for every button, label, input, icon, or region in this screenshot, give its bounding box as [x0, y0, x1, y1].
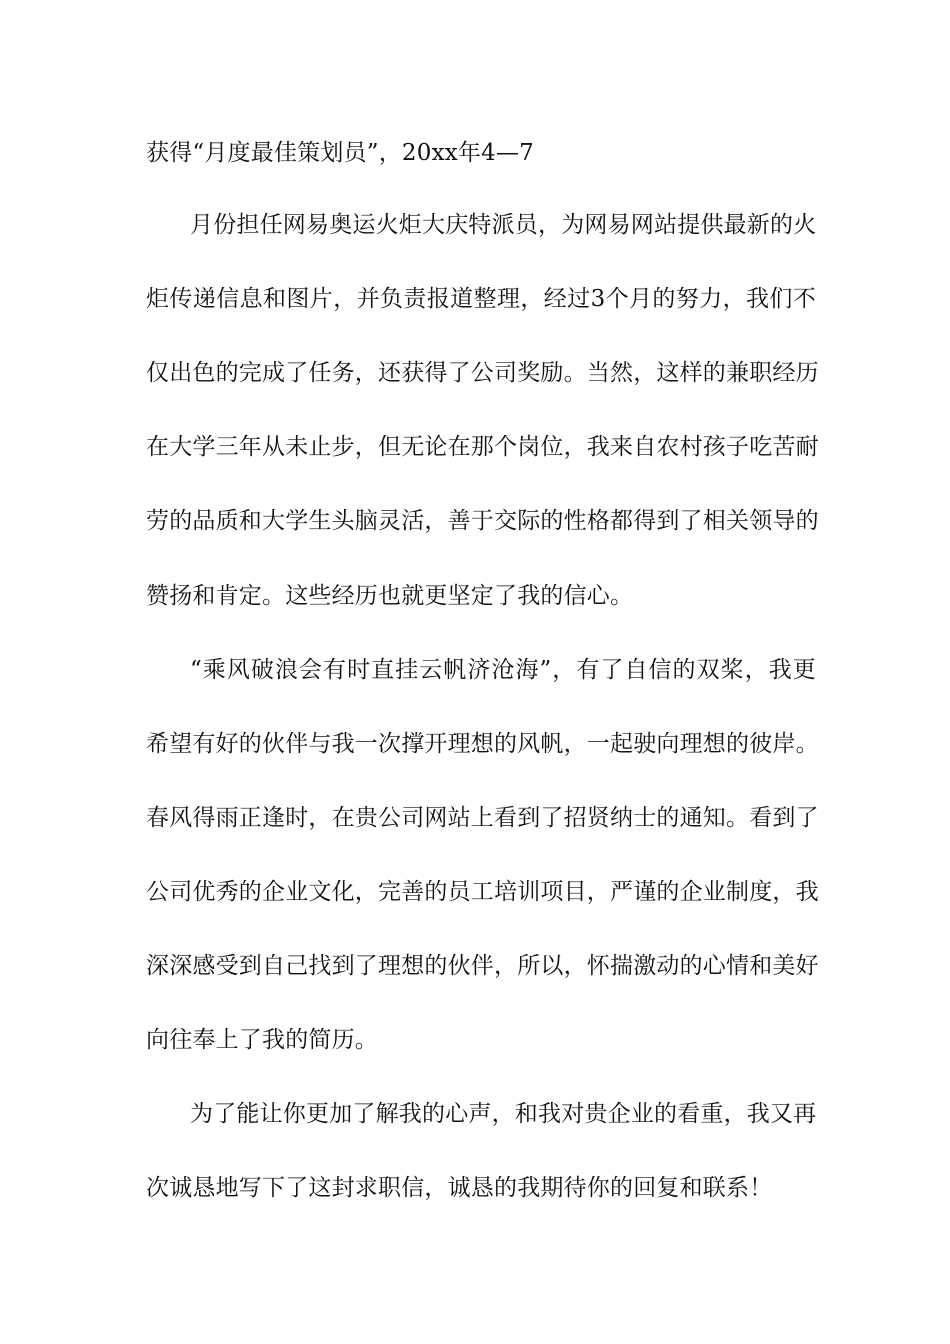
text-line-13: 向往奉上了我的简历。 [146, 1027, 378, 1053]
text-line-10: 春风得雨正逢时，在贵公司网站上看到了招贤纳士的通知。看到了 [146, 805, 819, 831]
text-line-9: 希望有好的伙伴与我一次撑开理想的风帆，一起驶向理想的彼岸。 [146, 731, 819, 757]
text-line-8: “乘风破浪会有时直挂云帆济沧海”，有了自信的双桨，我更 [190, 657, 816, 683]
text-line-14: 为了能让你更加了解我的心声，和我对贵企业的看重，我又再 [190, 1101, 817, 1127]
text-line-6: 劳的品质和大学生头脑灵活，善于交际的性格都得到了相关领导的 [146, 508, 819, 534]
text-line-12: 深深感受到自己找到了理想的伙伴，所以，怀揣激动的心情和美好 [146, 953, 819, 979]
text-line-7: 赞扬和肯定。这些经历也就更坚定了我的信心。 [146, 583, 634, 609]
text-line-3: 炬传递信息和图片，并负责报道整理，经过3个月的努力，我们不 [146, 286, 816, 312]
text-line-1: 获得“月度最佳策划员”，20xx年4—7 [146, 140, 534, 166]
text-line-11: 公司优秀的企业文化，完善的员工培训项目，严谨的企业制度，我 [146, 879, 819, 905]
text-line-4: 仅出色的完成了任务，还获得了公司奖励。当然，这样的兼职经历 [146, 360, 819, 386]
text-line-15: 次诚恳地写下了这封求职信，诚恳的我期待你的回复和联系！ [146, 1175, 773, 1201]
text-line-5: 在大学三年从未止步，但无论在那个岗位，我来自农村孩子吃苦耐 [146, 434, 819, 460]
text-line-2: 月份担任网易奥运火炬大庆特派员，为网易网站提供最新的火 [190, 212, 817, 238]
